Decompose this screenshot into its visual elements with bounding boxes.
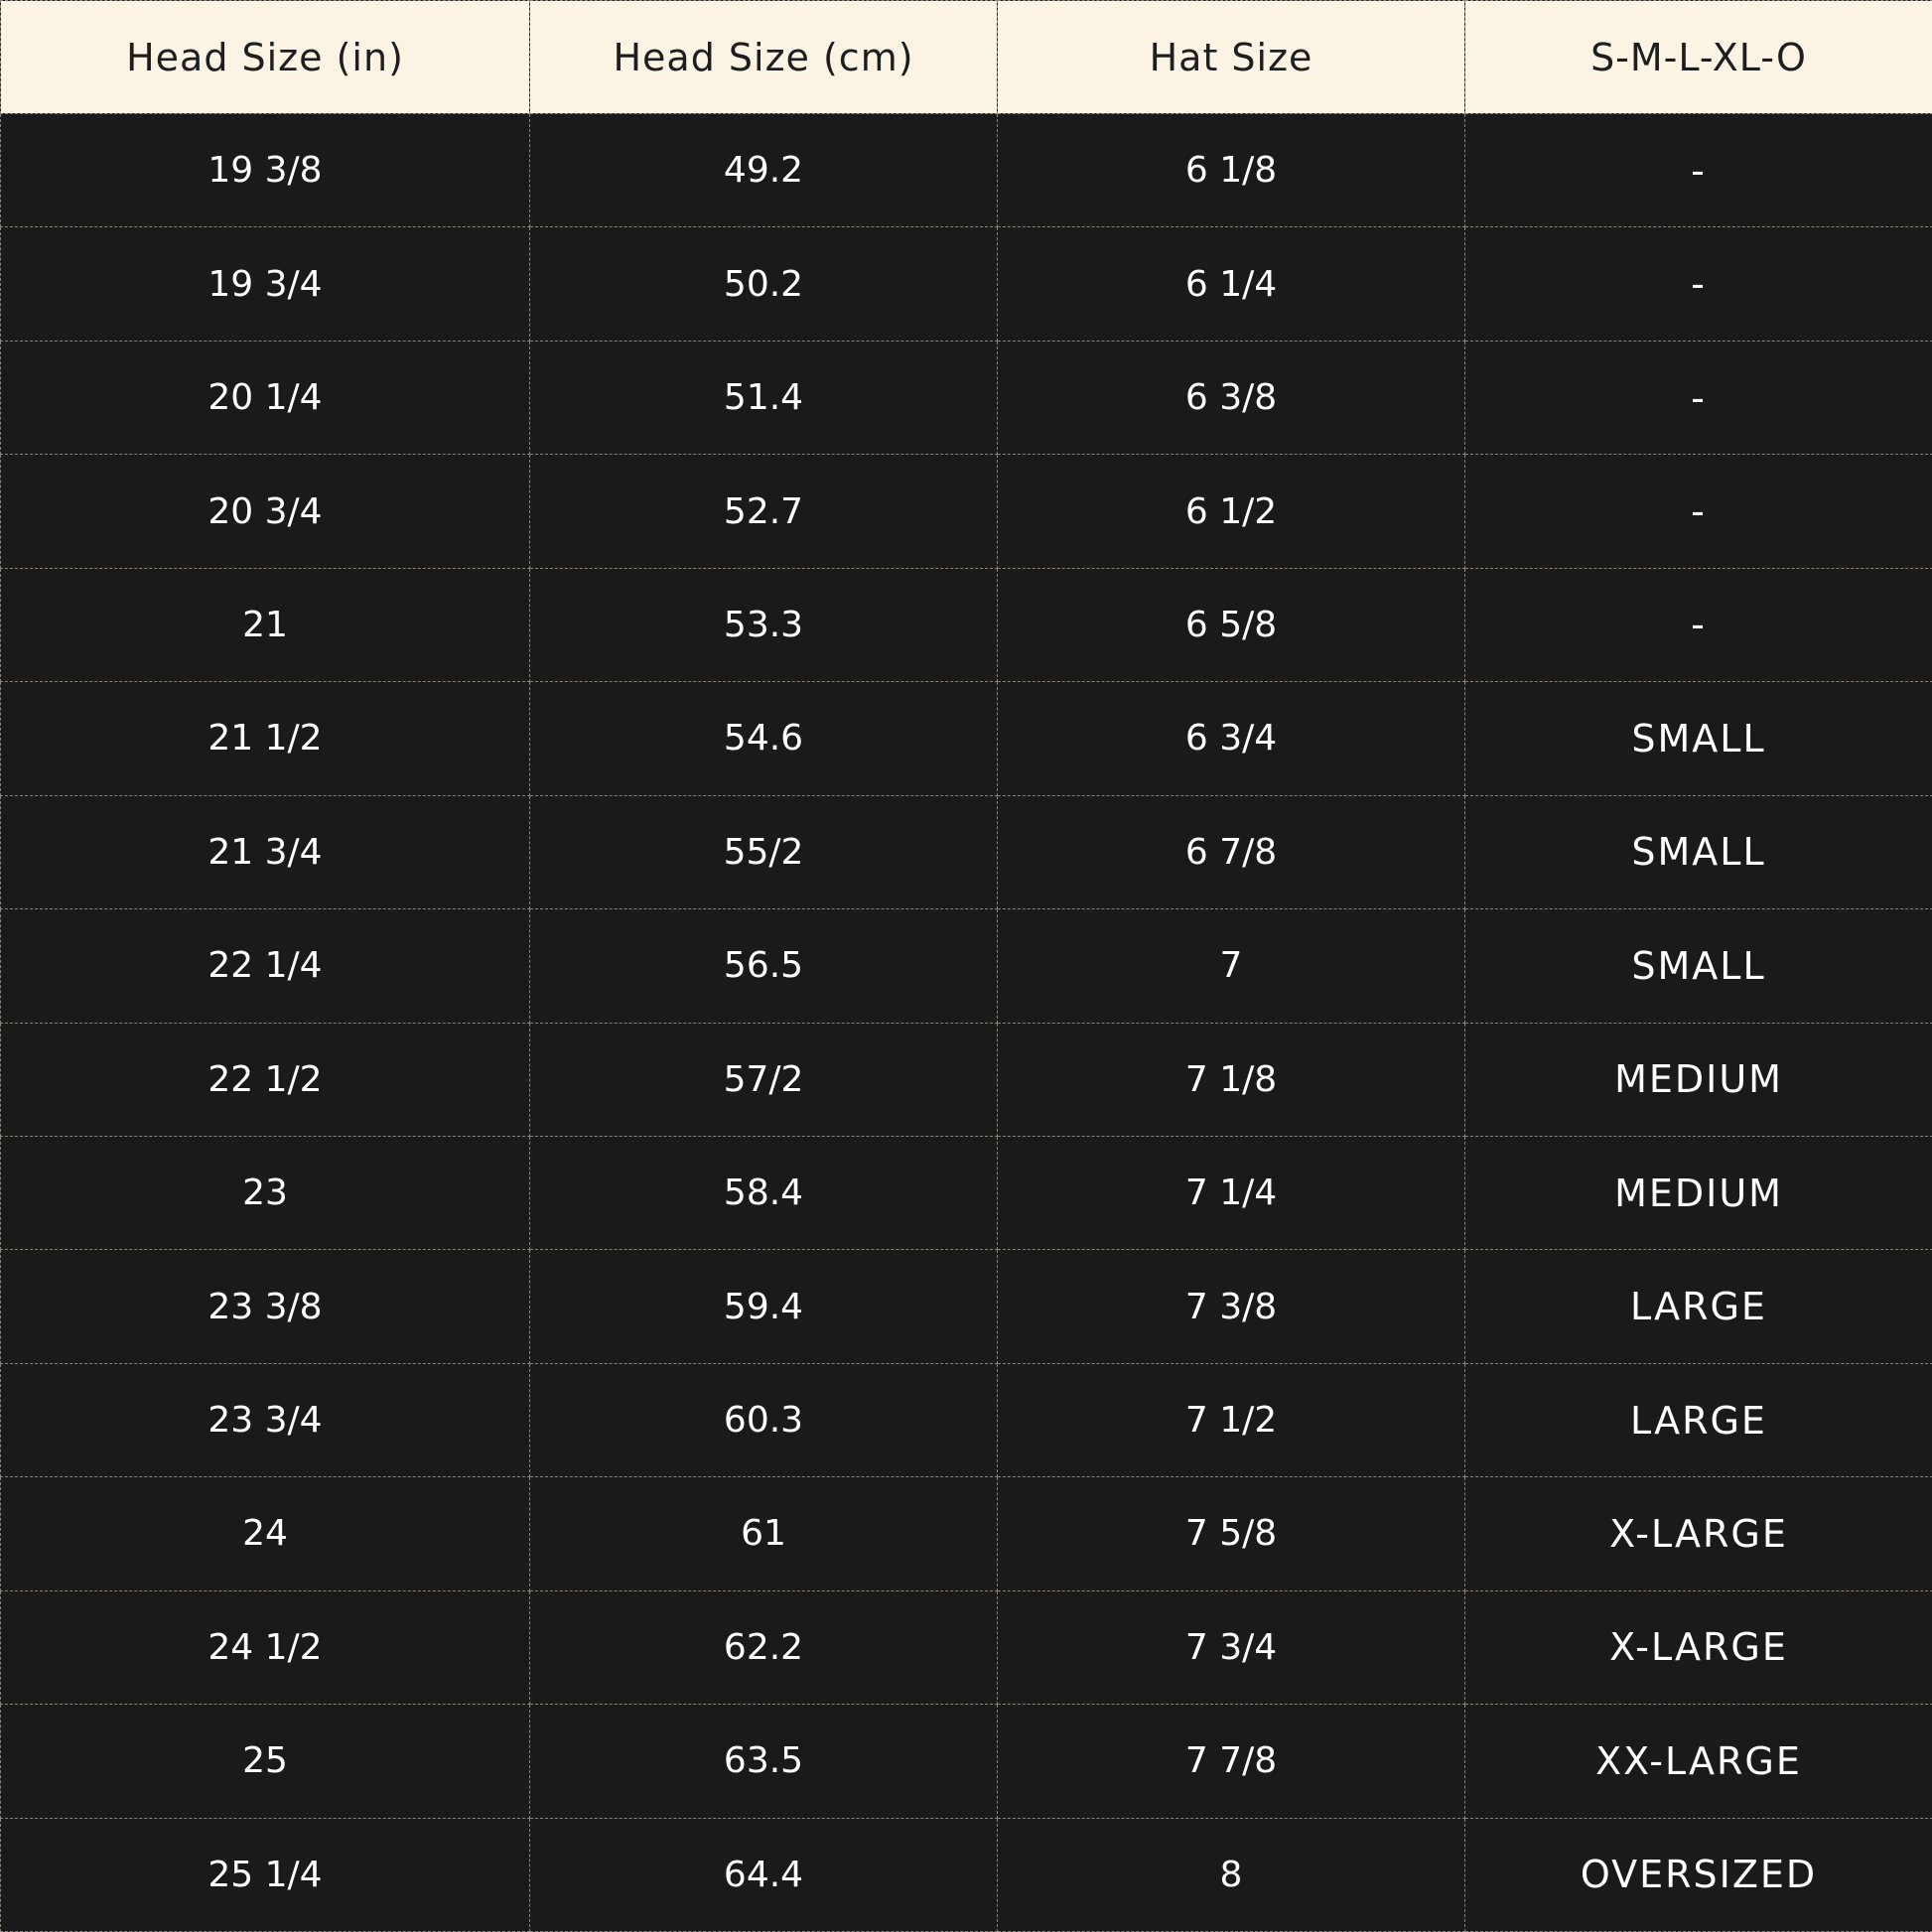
table-row <box>1 568 1932 681</box>
size-label-cell: X-LARGE <box>1465 1590 1932 1704</box>
hat-size-cell: 7 1/4 <box>998 1136 1465 1249</box>
hat-size-cell: 7 3/4 <box>998 1590 1465 1704</box>
head-size-in-cell: 21 1/2 <box>1 682 530 795</box>
size-label-cell: LARGE <box>1465 1250 1932 1363</box>
header-head-size-in: Head Size (in) <box>1 1 530 114</box>
table-row <box>1 114 1932 227</box>
head-size-in-cell: 25 <box>1 1705 530 1818</box>
header-head-size-cm: Head Size (cm) <box>530 1 998 114</box>
hat-size-cell: 7 3/8 <box>998 1250 1465 1363</box>
table-row <box>1 1363 1932 1476</box>
head-size-in-cell: 24 1/2 <box>1 1590 530 1704</box>
size-label-cell: SMALL <box>1465 795 1932 908</box>
hat-size-cell: 6 1/8 <box>998 114 1465 227</box>
head-size-in-cell: 23 3/8 <box>1 1250 530 1363</box>
table-row <box>1 1705 1932 1818</box>
table-row <box>1 1590 1932 1704</box>
table-row <box>1 341 1932 454</box>
head-size-cm-cell: 53.3 <box>530 568 998 681</box>
head-size-cm-cell: 59.4 <box>530 1250 998 1363</box>
hat-size-cell: 6 1/2 <box>998 455 1465 568</box>
head-size-in-cell: 19 3/4 <box>1 227 530 341</box>
head-size-in-cell: 22 1/2 <box>1 1023 530 1136</box>
head-size-cm-cell: 62.2 <box>530 1590 998 1704</box>
head-size-cm-cell: 51.4 <box>530 341 998 454</box>
size-label-cell: LARGE <box>1465 1363 1932 1476</box>
size-label-cell: SMALL <box>1465 682 1932 795</box>
hat-size-cell: 7 1/2 <box>998 1363 1465 1476</box>
size-label-cell: XX-LARGE <box>1465 1705 1932 1818</box>
table-row <box>1 1023 1932 1136</box>
table-row <box>1 1250 1932 1363</box>
hat-size-cell: 7 1/8 <box>998 1023 1465 1136</box>
size-label-cell: MEDIUM <box>1465 1136 1932 1249</box>
header-hat-size: Hat Size <box>998 1 1465 114</box>
size-label-cell: X-LARGE <box>1465 1477 1932 1590</box>
size-label-cell: - <box>1465 568 1932 681</box>
size-label-cell: - <box>1465 455 1932 568</box>
table-row <box>1 909 1932 1023</box>
head-size-cm-cell: 55/2 <box>530 795 998 908</box>
table-row <box>1 455 1932 568</box>
hat-size-cell: 8 <box>998 1818 1465 1931</box>
head-size-in-cell: 20 1/4 <box>1 341 530 454</box>
hat-size-cell: 7 <box>998 909 1465 1023</box>
head-size-cm-cell: 54.6 <box>530 682 998 795</box>
table-row <box>1 227 1932 341</box>
head-size-in-cell: 21 3/4 <box>1 795 530 908</box>
head-size-cm-cell: 63.5 <box>530 1705 998 1818</box>
hat-size-cell: 6 3/4 <box>998 682 1465 795</box>
size-label-cell: - <box>1465 341 1932 454</box>
hat-size-cell: 6 1/4 <box>998 227 1465 341</box>
head-size-cm-cell: 64.4 <box>530 1818 998 1931</box>
hat-size-cell: 7 7/8 <box>998 1705 1465 1818</box>
head-size-in-cell: 22 1/4 <box>1 909 530 1023</box>
head-size-cm-cell: 56.5 <box>530 909 998 1023</box>
hat-size-cell: 6 3/8 <box>998 341 1465 454</box>
size-label-cell: MEDIUM <box>1465 1023 1932 1136</box>
hat-size-cell: 6 5/8 <box>998 568 1465 681</box>
table-row <box>1 795 1932 908</box>
head-size-cm-cell: 58.4 <box>530 1136 998 1249</box>
table-row <box>1 682 1932 795</box>
header-row <box>1 1 1932 114</box>
size-label-cell: - <box>1465 114 1932 227</box>
size-label-cell: SMALL <box>1465 909 1932 1023</box>
hat-size-cell: 7 5/8 <box>998 1477 1465 1590</box>
table-row <box>1 1477 1932 1590</box>
head-size-cm-cell: 60.3 <box>530 1363 998 1476</box>
head-size-in-cell: 24 <box>1 1477 530 1590</box>
head-size-cm-cell: 61 <box>530 1477 998 1590</box>
head-size-in-cell: 23 3/4 <box>1 1363 530 1476</box>
head-size-in-cell: 19 3/8 <box>1 114 530 227</box>
hat-size-cell: 6 7/8 <box>998 795 1465 908</box>
table-body <box>1 114 1932 1932</box>
head-size-in-cell: 25 1/4 <box>1 1818 530 1931</box>
head-size-in-cell: 21 <box>1 568 530 681</box>
size-label-cell: - <box>1465 227 1932 341</box>
head-size-cm-cell: 50.2 <box>530 227 998 341</box>
head-size-cm-cell: 52.7 <box>530 455 998 568</box>
size-label-cell: OVERSIZED <box>1465 1818 1932 1931</box>
table-row <box>1 1818 1932 1931</box>
head-size-cm-cell: 57/2 <box>530 1023 998 1136</box>
head-size-in-cell: 23 <box>1 1136 530 1249</box>
head-size-cm-cell: 49.2 <box>530 114 998 227</box>
header-size-label: S-M-L-XL-O <box>1465 1 1932 114</box>
table-row <box>1 1136 1932 1249</box>
head-size-in-cell: 20 3/4 <box>1 455 530 568</box>
